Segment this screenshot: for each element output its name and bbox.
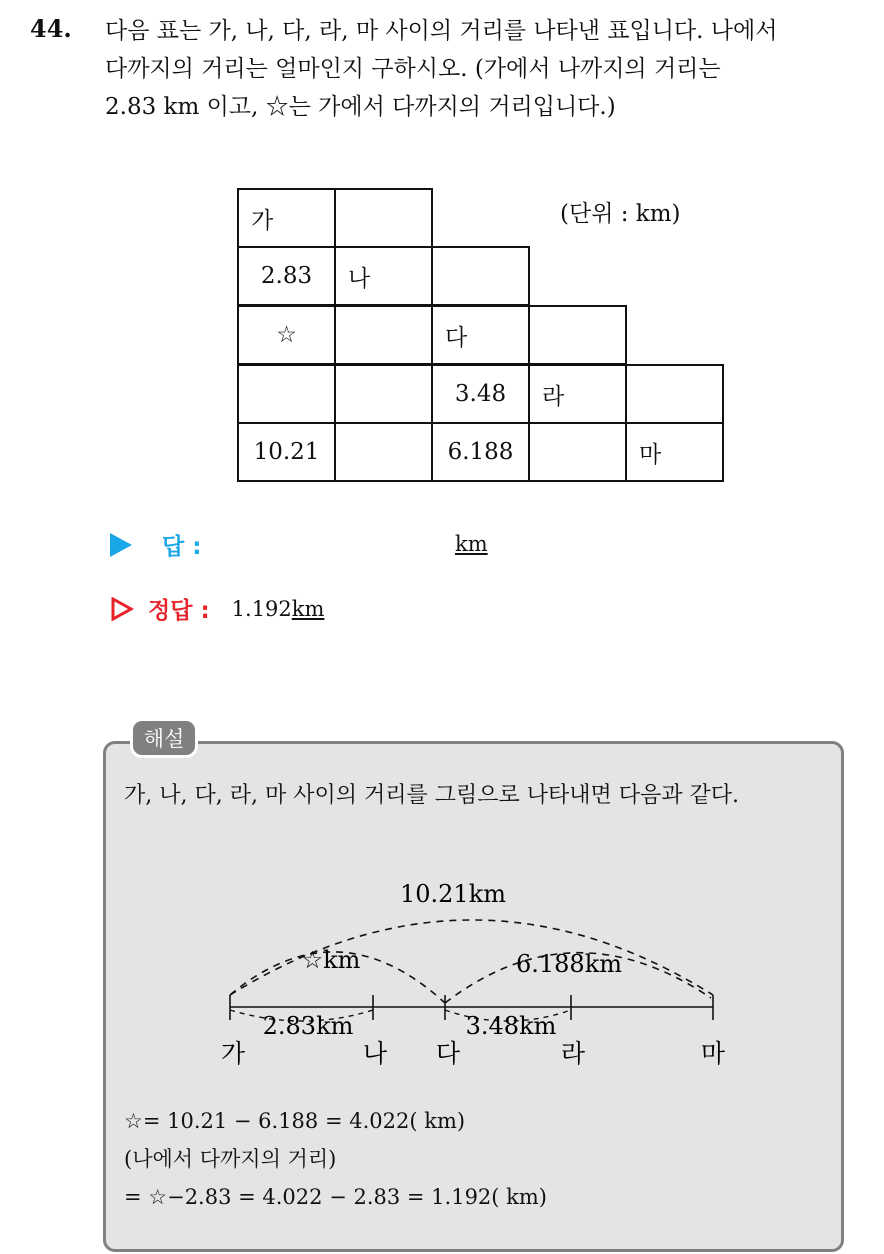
correct-answer-label: 정답 :: [148, 598, 210, 624]
question-line: 다까지의 거리는 얼마인지 구하시오. (가에서 나까지의 거리는: [105, 56, 721, 82]
correct-answer-number: 1.192: [231, 596, 292, 621]
outline-triangle-icon: [110, 597, 134, 621]
question-number: 44.: [30, 14, 72, 43]
table-cell: [528, 422, 627, 482]
arc-label-ga-da: ☆km: [301, 946, 361, 974]
question-line: 2.83 km 이고, ☆는 가에서 다까지의 거리입니다.): [105, 94, 616, 120]
play-triangle-icon: [110, 533, 132, 557]
table-cell: [334, 364, 433, 424]
correct-answer-unit: km: [291, 596, 325, 621]
distance-diagram: [103, 860, 844, 1070]
point-label: 다: [435, 1039, 461, 1068]
answer-label: 답 :: [162, 534, 202, 560]
answer-row: [110, 528, 488, 561]
table-cell: [334, 422, 433, 482]
correct-answer-row: [110, 592, 324, 625]
correct-answer-value: [232, 597, 325, 621]
table-cell: 2.83: [237, 246, 336, 306]
arc-label-ga-ma: 10.21km: [399, 880, 507, 908]
table-cell: [528, 305, 627, 365]
table-cell: [237, 364, 336, 424]
point-label: 라: [560, 1039, 586, 1068]
point-label: 가: [220, 1039, 246, 1068]
table-cell: [625, 364, 724, 424]
table-cell: 다: [431, 305, 530, 365]
answer-unit: km: [455, 532, 488, 556]
seg-label-da-ra: 3.48km: [465, 1012, 557, 1040]
calc-line: ☆= 10.21 − 6.188 = 4.022( km): [124, 1109, 466, 1133]
table-cell: 10.21: [237, 422, 336, 482]
calc-line: = ☆−2.83 = 4.022 − 2.83 = 1.192( km): [124, 1185, 547, 1209]
unit-note: (단위 : km): [560, 201, 681, 227]
table-cell: 라: [528, 364, 627, 424]
solution-calculation: [124, 1102, 547, 1216]
seg-label-ga-na: 2.83km: [262, 1012, 354, 1040]
point-label: 마: [700, 1039, 726, 1068]
question-text: [105, 12, 865, 126]
solution-tag: 해설: [130, 718, 198, 758]
table-cell: [334, 305, 433, 365]
table-cell: 가: [237, 188, 336, 248]
point-label: 나: [362, 1039, 388, 1068]
table-cell: 나: [334, 246, 433, 306]
table-cell: [334, 188, 433, 248]
table-cell: 마: [625, 422, 724, 482]
table-cell: 6.188: [431, 422, 530, 482]
question-line: 다음 표는 가, 나, 다, 라, 마 사이의 거리를 나타낸 표입니다. 나에서: [105, 18, 778, 44]
table-cell: ☆: [237, 305, 336, 365]
solution-intro: 가, 나, 다, 라, 마 사이의 거리를 그림으로 나타내면 다음과 같다.: [124, 783, 739, 808]
calc-line: (나에서 다까지의 거리): [124, 1147, 337, 1171]
table-cell: [431, 246, 530, 306]
table-cell: 3.48: [431, 364, 530, 424]
arc-label-da-ma: 6.188km: [515, 950, 623, 978]
